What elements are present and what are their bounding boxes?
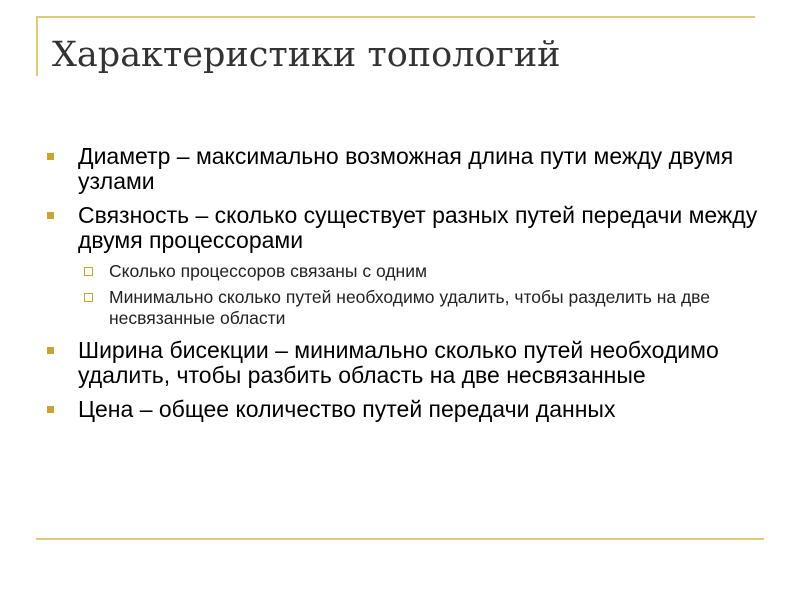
frame-bottom-line xyxy=(36,538,764,540)
hollow-square-bullet-icon xyxy=(84,293,93,302)
square-bullet-icon xyxy=(47,212,54,219)
sub-bullet-item xyxy=(80,261,766,282)
sub-bullet-item xyxy=(80,287,766,329)
square-bullet-icon xyxy=(47,153,54,160)
square-bullet-icon xyxy=(47,347,54,354)
sub-bullet-list xyxy=(78,261,766,329)
bullet-text: Диаметр – максимально возможная длина пути между двумя узлами xyxy=(78,143,734,194)
bullet-item-cost xyxy=(46,397,766,422)
bullet-text: Ширина бисекции – минимально сколько путей необходимо удалить, чтобы разбить область на две несвязанные xyxy=(78,337,719,388)
frame-top-line xyxy=(36,16,755,18)
square-bullet-icon xyxy=(47,406,54,413)
sub-bullet-text: Сколько процессоров связаны с одним xyxy=(109,261,427,281)
sub-bullet-text: Минимально сколько путей необходимо удалить, чтобы разделить на две несвязанные области xyxy=(109,287,711,328)
bullet-item-diameter xyxy=(46,144,766,194)
bullet-list xyxy=(46,144,766,431)
bullet-item-bisection-width xyxy=(46,338,766,388)
slide-title: Характеристики топологий xyxy=(52,35,561,75)
bullet-text: Цена – общее количество путей передачи данных xyxy=(78,396,616,422)
hollow-square-bullet-icon xyxy=(84,267,93,276)
bullet-text: Связность – сколько существует разных путей передачи между двумя процессорами xyxy=(78,202,758,253)
bullet-item-connectivity xyxy=(46,203,766,329)
frame-left-line xyxy=(36,16,38,76)
